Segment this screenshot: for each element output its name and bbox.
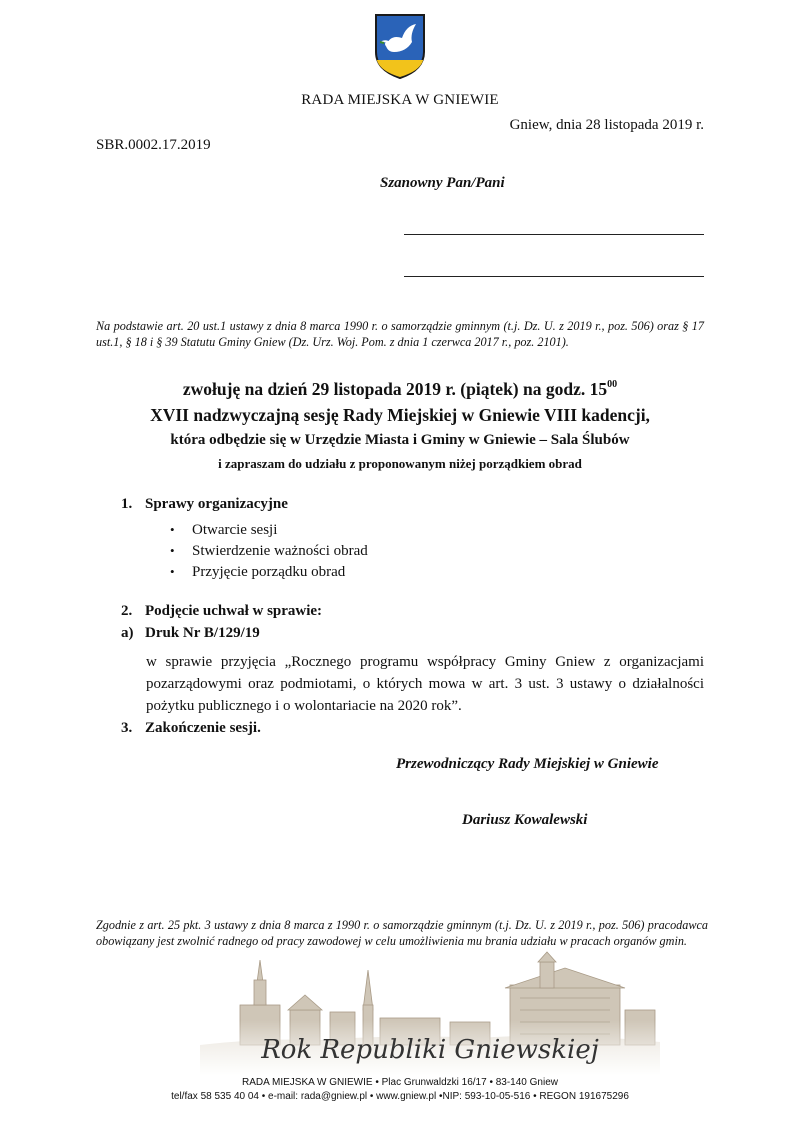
agenda-item-2-title: Podjęcie uchwał w sprawie: [145, 603, 323, 619]
recipient-line-1 [404, 234, 704, 235]
footer-address: RADA MIEJSKA W GNIEWIE • Plac Grunwaldzki 16/17 • 83-140 Gniew [241, 1077, 558, 1088]
list-item [170, 522, 277, 539]
agenda-item-2a-text: w sprawie przyjęcia „Rocznego programu współpracy Gminy Gniew z organizacjami pozarządowymi oraz podmiotami, o których mowa w art. 3 ust. 3 ustawy o działalności pożytku publicznego i o wolontariacie na 2020 rok”. [146, 654, 704, 714]
employer-note: Zgodnie z art. 25 pkt. 3 ustawy z dnia 8 marca z 1990 r. o samorządzie gminnym (t.j. Dz. U. z 2019 r., poz. 506) pracodawca obowiązany jest zwolnić radnego od pracy zawodowej w celu umożliwienia mu brania udziału w pracach organów gmin. [96, 918, 708, 948]
agenda-item-1-title: Sprawy organizacyjne [145, 496, 288, 512]
agenda-item-2-number: 2. [121, 603, 133, 619]
recipient-line-2 [404, 276, 704, 277]
agenda-item-3 [121, 720, 261, 737]
convocation-line-1 [0, 379, 800, 400]
salutation: Szanowny Pan/Pani [380, 175, 505, 191]
legal-basis: Na podstawie art. 20 ust.1 ustawy z dnia 8 marca 1990 r. o samorządzie gminnym (t.j. Dz. U. z 2019 r., poz. 506) oraz § 17 ust.1, § 18 i § 39 Statutu Gminy Gniew (Dz. Urz. Woj. Pom. z dnia 1 czerwca 2017 r., poz. 2101). [96, 319, 704, 349]
agenda-item-2 [121, 603, 322, 620]
list-item-text: Otwarcie sesji [192, 522, 278, 538]
signatory-name: Dariusz Kowalewski [462, 812, 588, 828]
bullet-icon: • [170, 522, 175, 537]
agenda-item-2a [121, 625, 260, 642]
list-item-text: Przyjęcie porządku obrad [192, 564, 346, 580]
convocation-line-3: która odbędzie się w Urzędzie Miasta i Gminy w Gniewie – Sala Ślubów [170, 432, 630, 448]
list-item [170, 543, 368, 560]
list-item-text: Stwierdzenie ważności obrad [192, 543, 368, 559]
signatory-position: Przewodniczący Rady Miejskiej w Gniewie [396, 756, 659, 772]
bullet-icon: • [170, 564, 175, 579]
list-item [170, 564, 345, 581]
agenda-item-2a-title: Druk Nr B/129/19 [145, 625, 260, 641]
agenda-item-3-title: Zakończenie sesji. [145, 720, 261, 736]
convocation-line-4: i zapraszam do udziału z proponowanym niżej porządkiem obrad [218, 456, 582, 471]
bullet-icon: • [170, 543, 175, 558]
council-name: RADA MIEJSKA W GNIEWIE [301, 92, 499, 108]
convocation-line-2: XVII nadzwyczajną sesję Rady Miejskiej w Gniewie VIII kadencji, [150, 405, 650, 425]
footer-contact: tel/fax 58 535 40 04 • e-mail: rada@gniew.pl • www.gniew.pl •NIP: 593-10-05-516 • REGON 191675296 [171, 1091, 629, 1102]
agenda-item-3-number: 3. [121, 720, 133, 736]
convocation-time-minutes: 00 [607, 379, 618, 391]
convocation-line-1-text: zwołuję na dzień 29 listopada 2019 r. (piątek) na godz. 15 [182, 379, 608, 399]
place-date: Gniew, dnia 28 listopada 2019 r. [509, 117, 704, 133]
footer-motto: Rok Republiki Gniewskiej [261, 1035, 599, 1065]
agenda-item-1-number: 1. [121, 496, 133, 512]
agenda-item-1 [121, 496, 288, 513]
agenda-item-2a-letter: a) [121, 625, 134, 641]
town-panorama-sketch [200, 950, 660, 1075]
reference-number: SBR.0002.17.2019 [96, 137, 211, 153]
coat-of-arms-icon [372, 12, 428, 80]
